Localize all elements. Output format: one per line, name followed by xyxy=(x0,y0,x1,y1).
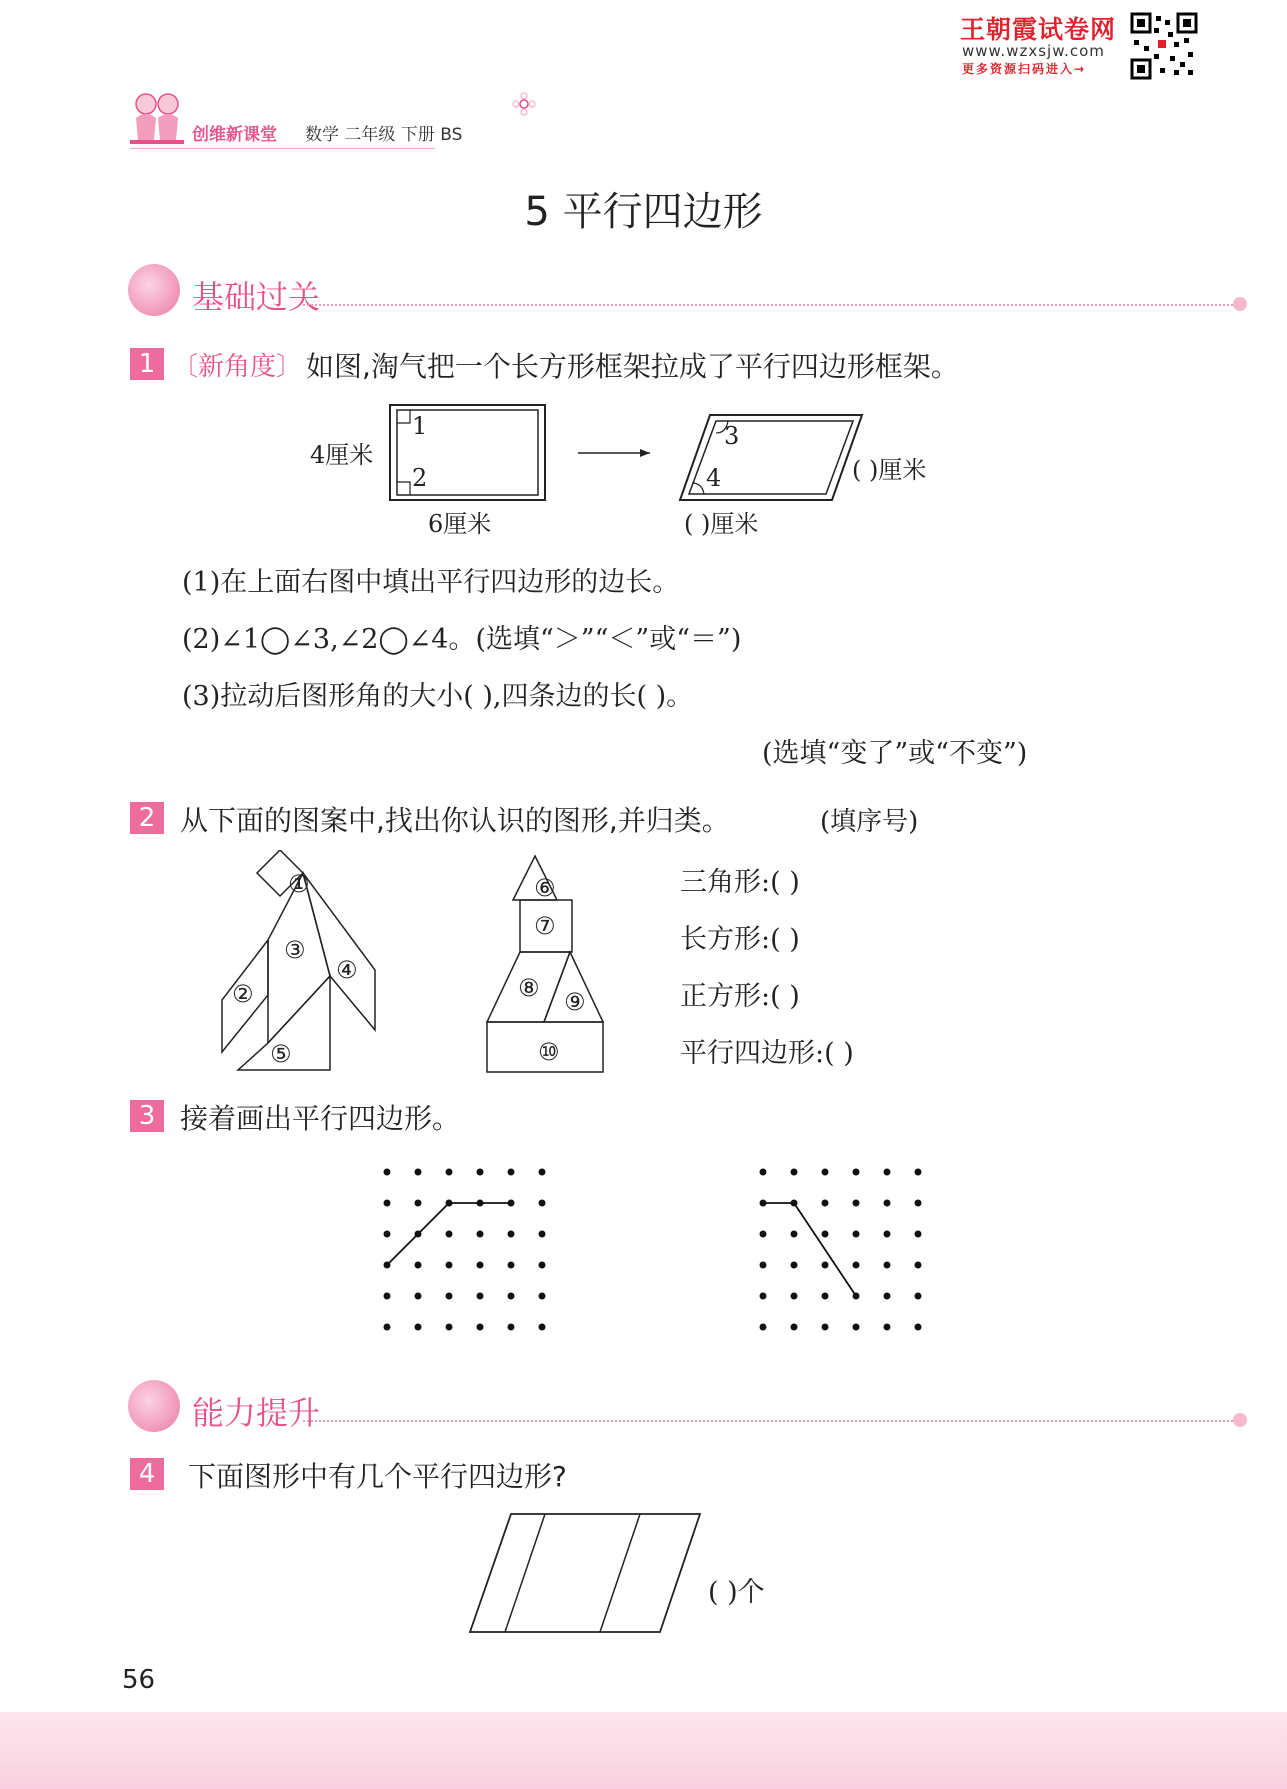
question-number: 3 xyxy=(130,1100,164,1132)
section-title: 基础过关 xyxy=(192,278,321,316)
angle-4-label: 4 xyxy=(706,464,722,492)
shape-label-2: ② xyxy=(232,980,254,1008)
shape-label-10: ⑩ xyxy=(538,1038,560,1066)
question-number: 2 xyxy=(130,802,164,834)
q1-sub3: (3)拉动后图形角的大小( ),四条边的长( )。 xyxy=(182,681,694,712)
lesson-title: 5 平行四边形 xyxy=(524,189,763,235)
site-tip: 更多资源扫码进入→ xyxy=(962,62,1087,76)
page-number: 56 xyxy=(122,1665,156,1695)
question-tag: 〔新角度〕 xyxy=(172,352,303,382)
shape-label-6: ⑥ xyxy=(534,874,556,902)
question-text: 如图,淘气把一个长方形框架拉成了平行四边形框架。 xyxy=(306,350,959,383)
question-text: 下面图形中有几个平行四边形? xyxy=(188,1460,567,1493)
dot-grid-left[interactable] xyxy=(370,1160,560,1340)
section-dotted-line xyxy=(303,1420,1233,1422)
site-url: www.wzxsjw.com xyxy=(962,42,1105,60)
footer-band xyxy=(0,1712,1287,1789)
angle-1-label: 1 xyxy=(412,412,428,440)
section-badge-icon xyxy=(128,1380,180,1432)
rect-height-label: 4厘米 xyxy=(310,441,374,469)
category-triangle[interactable]: 三角形:( ) xyxy=(680,867,800,898)
shape-4 xyxy=(303,873,375,1030)
brand-name: 创维新课堂 xyxy=(192,125,277,145)
flower-decoration-icon xyxy=(512,92,536,116)
shape-label-1: ① xyxy=(288,870,310,898)
q1-sub3-hint: (选填“变了”或“不变”) xyxy=(762,738,1028,769)
shape-label-5: ⑤ xyxy=(270,1040,292,1068)
section-dot xyxy=(1233,1413,1247,1427)
section-badge-icon xyxy=(128,264,180,316)
shape-label-4: ④ xyxy=(336,956,358,984)
category-parallelogram[interactable]: 平行四边形:( ) xyxy=(680,1038,854,1069)
dot-grid-right[interactable] xyxy=(746,1160,936,1340)
site-name: 王朝霞试卷网 xyxy=(960,15,1117,44)
question-hint: (填序号) xyxy=(820,807,919,837)
category-square[interactable]: 正方形:( ) xyxy=(680,981,800,1012)
children-logo-icon xyxy=(126,88,188,150)
angle-3-label: 3 xyxy=(724,422,740,450)
shape-label-9: ⑨ xyxy=(564,988,586,1016)
book-info: 数学 二年级 下册 BS xyxy=(305,125,463,145)
section-advanced xyxy=(128,1380,1258,1436)
section-dotted-line xyxy=(303,304,1233,306)
question-number: 4 xyxy=(130,1458,164,1490)
shape-label-8: ⑧ xyxy=(518,974,540,1002)
question-number: 1 xyxy=(130,348,164,380)
question-text: 接着画出平行四边形。 xyxy=(180,1102,461,1135)
q1-sub1: (1)在上面右图中填出平行四边形的边长。 xyxy=(182,567,680,598)
q1-sub2: (2)∠1◯∠3,∠2◯∠4。(选填“＞”“＜”或“＝”) xyxy=(182,624,742,655)
shape-label-3: ③ xyxy=(284,936,306,964)
para-side-blank[interactable]: ( )厘米 xyxy=(852,456,927,484)
header-divider xyxy=(130,148,435,149)
section-dot xyxy=(1233,297,1247,311)
q4-figure xyxy=(460,1506,710,1636)
category-rectangle[interactable]: 长方形:( ) xyxy=(680,924,800,955)
q4-answer-blank[interactable]: ( )个 xyxy=(708,1577,765,1608)
qr-code-icon xyxy=(1130,12,1198,80)
section-title: 能力提升 xyxy=(192,1394,321,1432)
angle-2-label: 2 xyxy=(412,464,428,492)
section-basic xyxy=(128,264,1258,320)
rect-width-label: 6厘米 xyxy=(428,510,492,538)
shape-label-7: ⑦ xyxy=(534,912,556,940)
question-text: 从下面的图案中,找出你认识的图形,并归类。 xyxy=(180,804,730,837)
para-bottom-blank[interactable]: ( )厘米 xyxy=(684,510,759,538)
